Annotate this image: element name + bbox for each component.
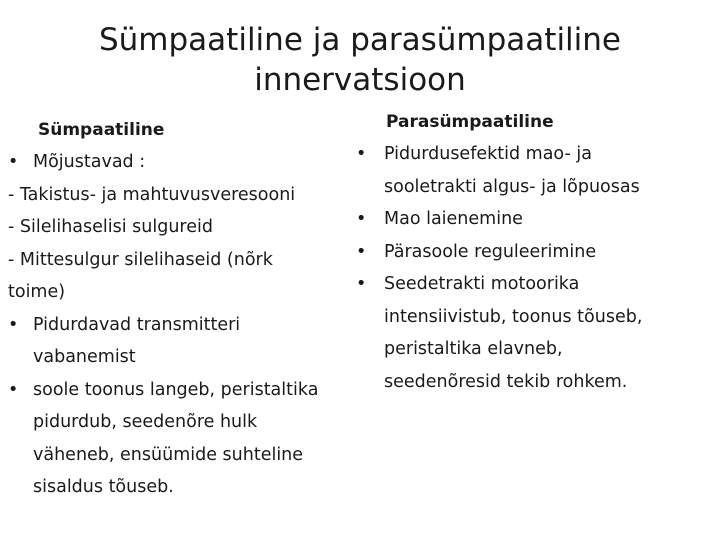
- sympathetic-bullet-2: [8, 309, 358, 374]
- parasympathetic-bullet-1-line-a: Pidurdusefektid mao- ja: [384, 144, 592, 164]
- slide-title-line-1: Sümpaatiline ja parasümpaatiline: [98, 22, 622, 58]
- sympathetic-bullet-3-line-d: sisaldus tõuseb.: [33, 477, 174, 497]
- sympathetic-line-4b: toime): [8, 282, 66, 302]
- bullet-icon: •: [356, 209, 367, 229]
- sympathetic-bullet-3-line-b: pidurdub, seedenõre hulk: [33, 412, 258, 432]
- parasympathetic-bullet-4-line-b: intensiivistub, toonus tõuseb,: [384, 306, 643, 327]
- bullet-icon: •: [356, 144, 367, 164]
- sympathetic-heading: Sümpaatiline: [38, 120, 165, 140]
- parasympathetic-bullet-1: [356, 138, 716, 203]
- sympathetic-line-3: - Silelihaselisi sulgureid: [8, 217, 213, 237]
- sympathetic-line-4a: - Mittesulgur silelihaseid (nõrk: [8, 249, 273, 270]
- parasympathetic-bullet-3-text: Pärasoole reguleerimine: [384, 241, 597, 262]
- parasympathetic-bullet-4-line-c: peristaltika elavneb,: [384, 339, 563, 359]
- parasympathetic-bullet-4: [356, 268, 716, 398]
- sympathetic-column: [8, 114, 358, 504]
- parasympathetic-bullet-4-line-d: seedenõresid tekib rohkem.: [384, 371, 628, 392]
- bullet-icon: •: [8, 314, 19, 335]
- parasympathetic-bullet-4-line-a: Seedetrakti motoorika: [384, 274, 580, 294]
- parasympathetic-heading: Parasümpaatiline: [386, 112, 554, 132]
- sympathetic-line-2: - Takistus- ja mahtuvusveresooni: [8, 184, 296, 205]
- bullet-icon: •: [356, 241, 367, 262]
- bullet-icon: •: [8, 379, 19, 400]
- sympathetic-bullet-3-line-a: soole toonus langeb, peristaltika: [33, 379, 319, 400]
- bullet-icon: •: [8, 152, 19, 172]
- sympathetic-bullet-3: [8, 374, 358, 504]
- sympathetic-bullet-2-line-b: vabanemist: [33, 347, 136, 367]
- sympathetic-bullet-2-line-a: Pidurdavad transmitteri: [33, 314, 241, 335]
- sympathetic-bullet-3-line-c: väheneb, ensüümide suhteline: [33, 444, 304, 465]
- slide-title: [40, 20, 680, 100]
- parasympathetic-bullet-2-text: Mao laienemine: [384, 209, 523, 229]
- parasympathetic-bullet-3: [356, 236, 716, 269]
- bullet-icon: •: [356, 274, 367, 294]
- sympathetic-bullet-1: [8, 146, 358, 179]
- parasympathetic-bullet-1-line-b: sooletrakti algus- ja lõpuosas: [384, 176, 640, 197]
- slide-title-line-2: innervatsioon: [254, 62, 466, 98]
- parasympathetic-column: [356, 106, 716, 398]
- parasympathetic-bullet-2: [356, 203, 716, 236]
- sympathetic-bullet-1-text: Mõjustavad :: [33, 152, 146, 172]
